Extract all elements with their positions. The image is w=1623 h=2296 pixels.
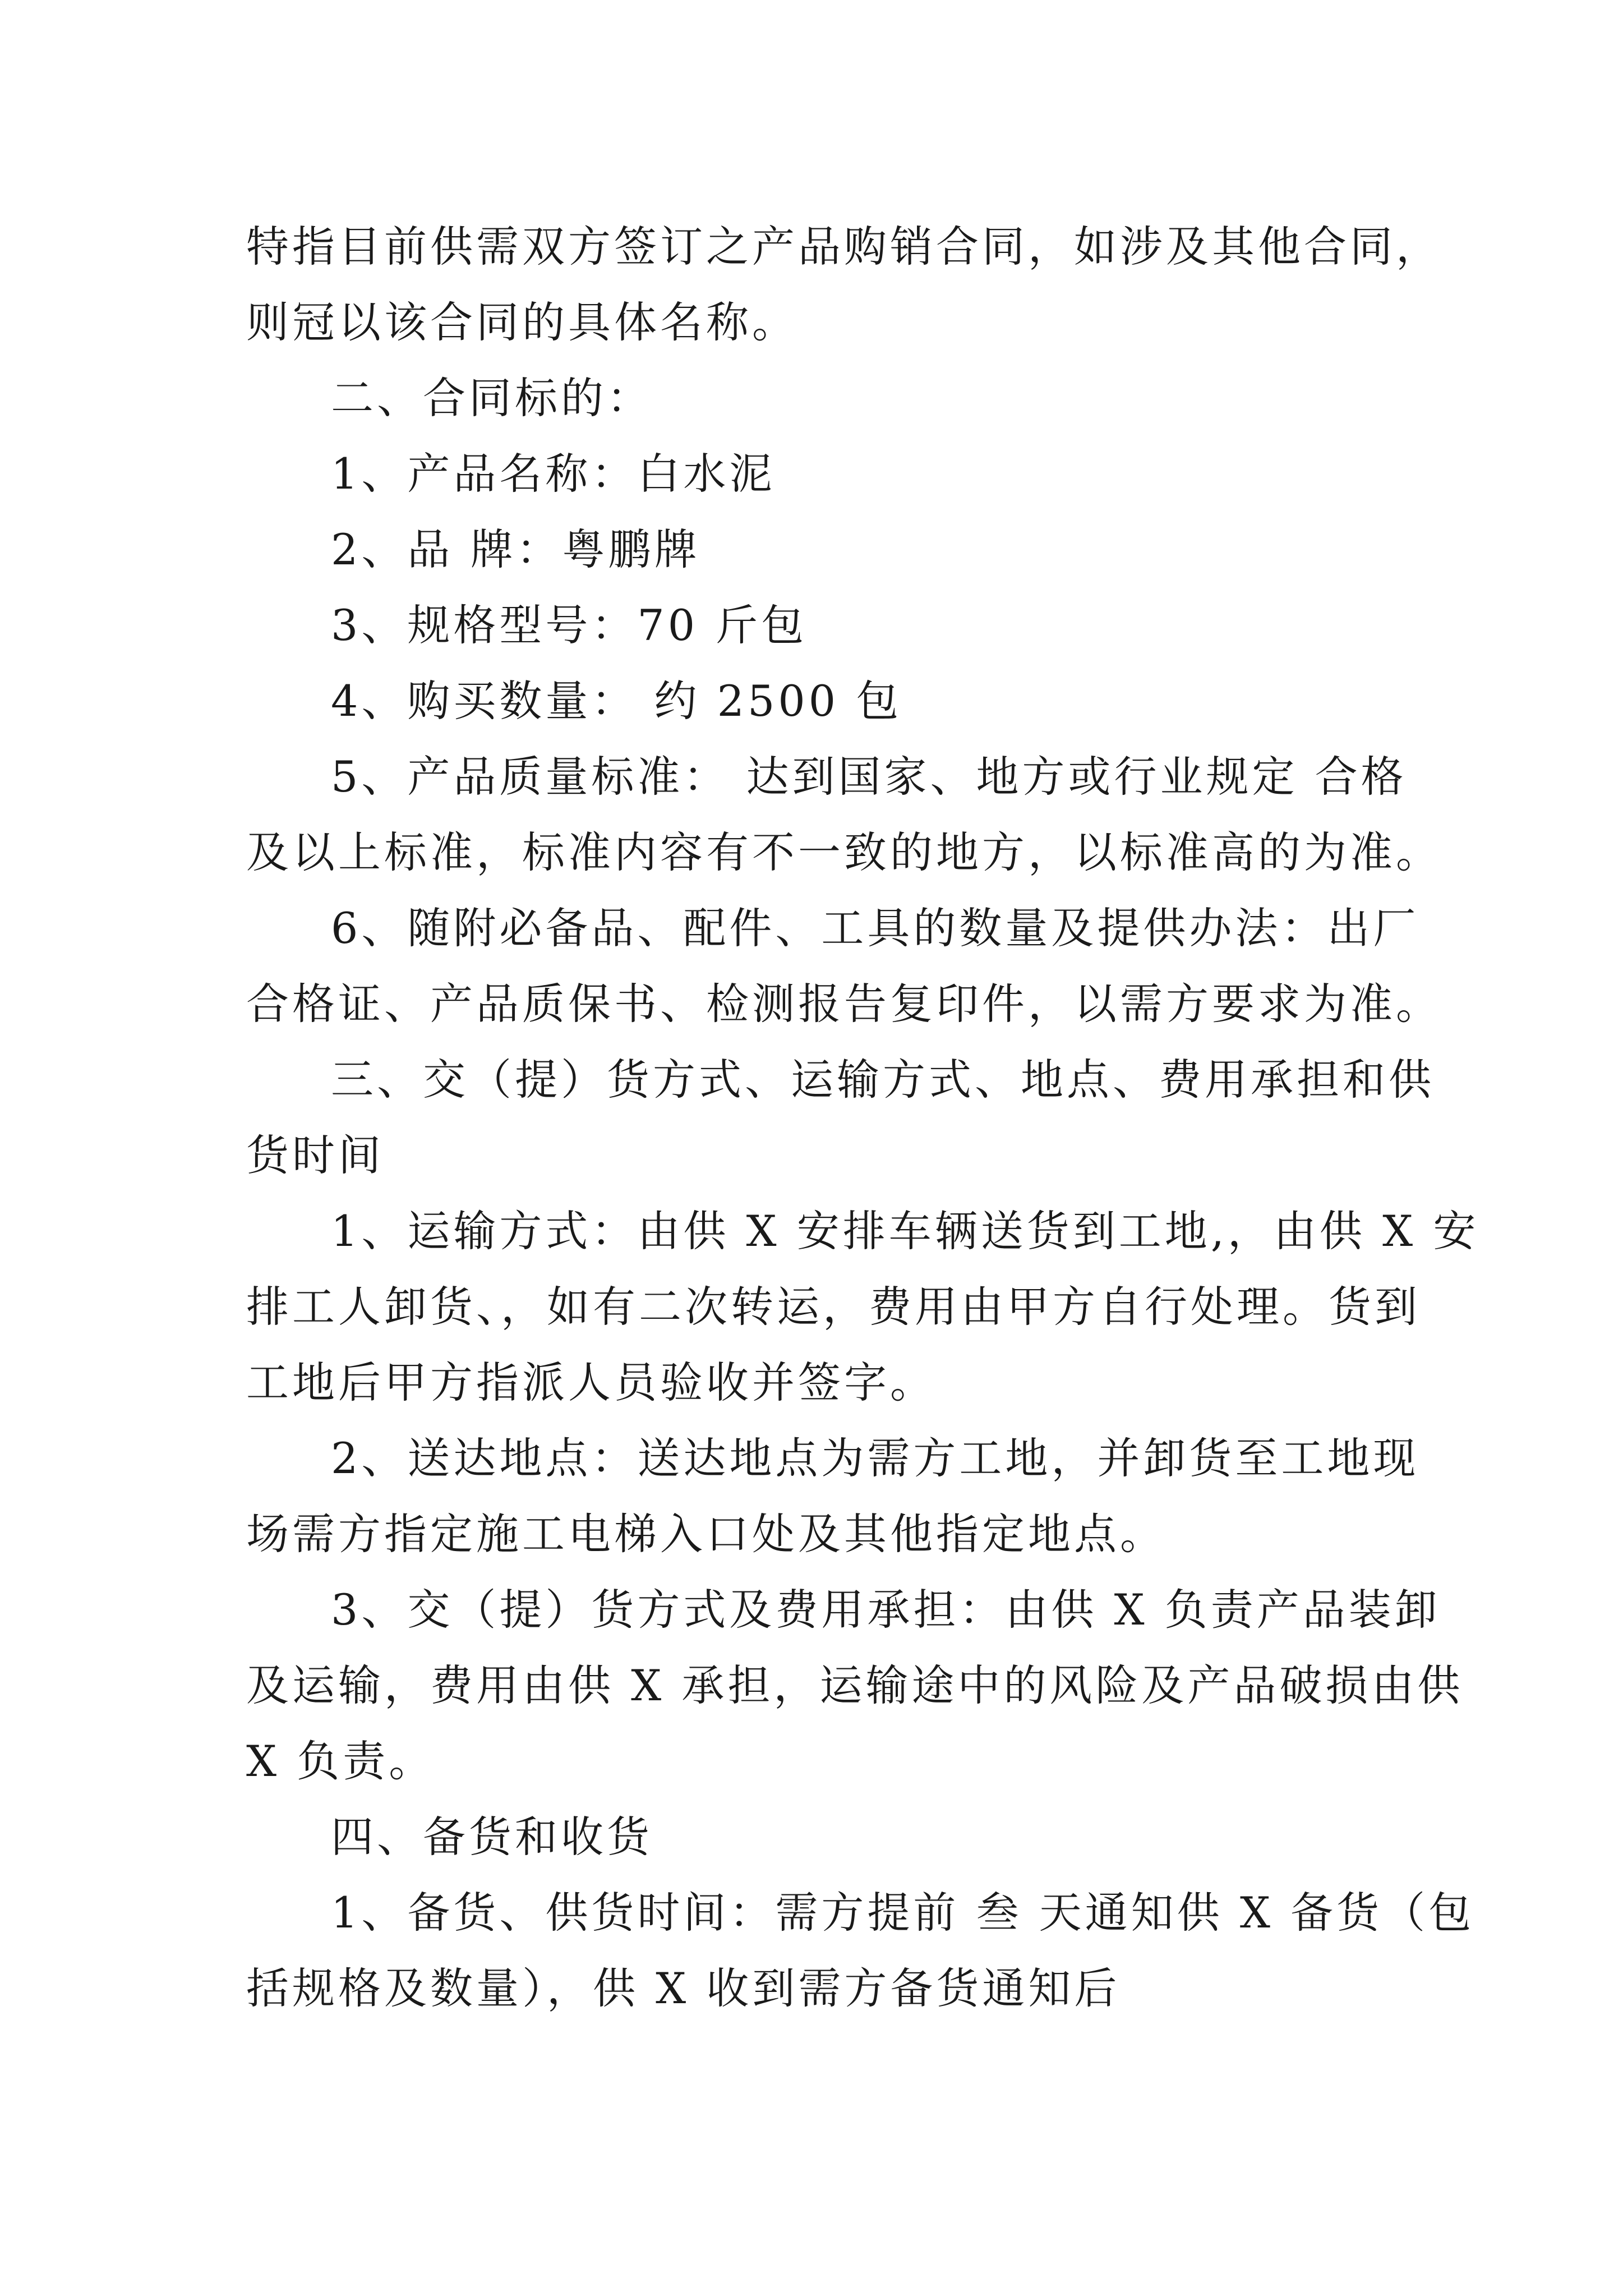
text-line: 5、产品质量标准： 达到国家、地方或行业规定 合格 — [331, 752, 1407, 802]
text-line: 场需方指定施工电梯入口处及其他指定地点。 — [246, 1509, 1166, 1559]
text-line: 工地后甲方指派人员验收并签字。 — [246, 1358, 936, 1407]
text-line: 6、随附必备品、配件、工具的数量及提供办法：出厂 — [331, 903, 1419, 953]
text-line: 2、送达地点：送达地点为需方工地，并卸货至工地现 — [331, 1433, 1419, 1483]
section-heading: 三、交（提）货方式、运输方式、地点、费用承担和供 — [331, 1055, 1435, 1105]
text-line: 特指目前供需双方签订之产品购销合同，如涉及其他合同， — [246, 222, 1442, 272]
text-line: 1、备货、供货时间：需方提前 叁 天通知供 X 备货（包 — [331, 1888, 1475, 1938]
section-heading: 货时间 — [246, 1130, 384, 1180]
text-line: 3、交（提）货方式及费用承担：由供 X 负责产品装卸 — [331, 1585, 1441, 1635]
text-line: 排工人卸货、，如有二次转运，费用由甲方自行处理。货到 — [246, 1282, 1421, 1332]
text-line: X 负责。 — [246, 1736, 435, 1786]
text-line: 1、运输方式：由供 X 安排车辆送货到工地,，由供 X 安 — [331, 1206, 1479, 1256]
text-line: 括规格及数量），供 X 收到需方备货通知后 — [246, 1963, 1121, 2013]
section-heading: 四、备货和收货 — [331, 1812, 653, 1862]
text-line: 4、购买数量： 约 2500 包 — [331, 676, 902, 726]
text-line: 3、规格型号：70 斤包 — [331, 600, 808, 650]
text-line: 合格证、产品质保书、检测报告复印件，以需方要求为准。 — [246, 979, 1442, 1029]
text-line: 则冠以该合同的具体名称。 — [246, 297, 798, 347]
text-line: 1、产品名称：白水泥 — [331, 449, 776, 499]
section-heading: 二、合同标的： — [331, 373, 653, 423]
text-line: 2、品 牌：粤鹏牌 — [331, 524, 700, 574]
text-line: 及运输，费用由供 X 承担，运输途中的风险及产品破损由供 — [246, 1660, 1464, 1710]
text-line: 及以上标准，标准内容有不一致的地方，以标准高的为准。 — [246, 827, 1442, 877]
